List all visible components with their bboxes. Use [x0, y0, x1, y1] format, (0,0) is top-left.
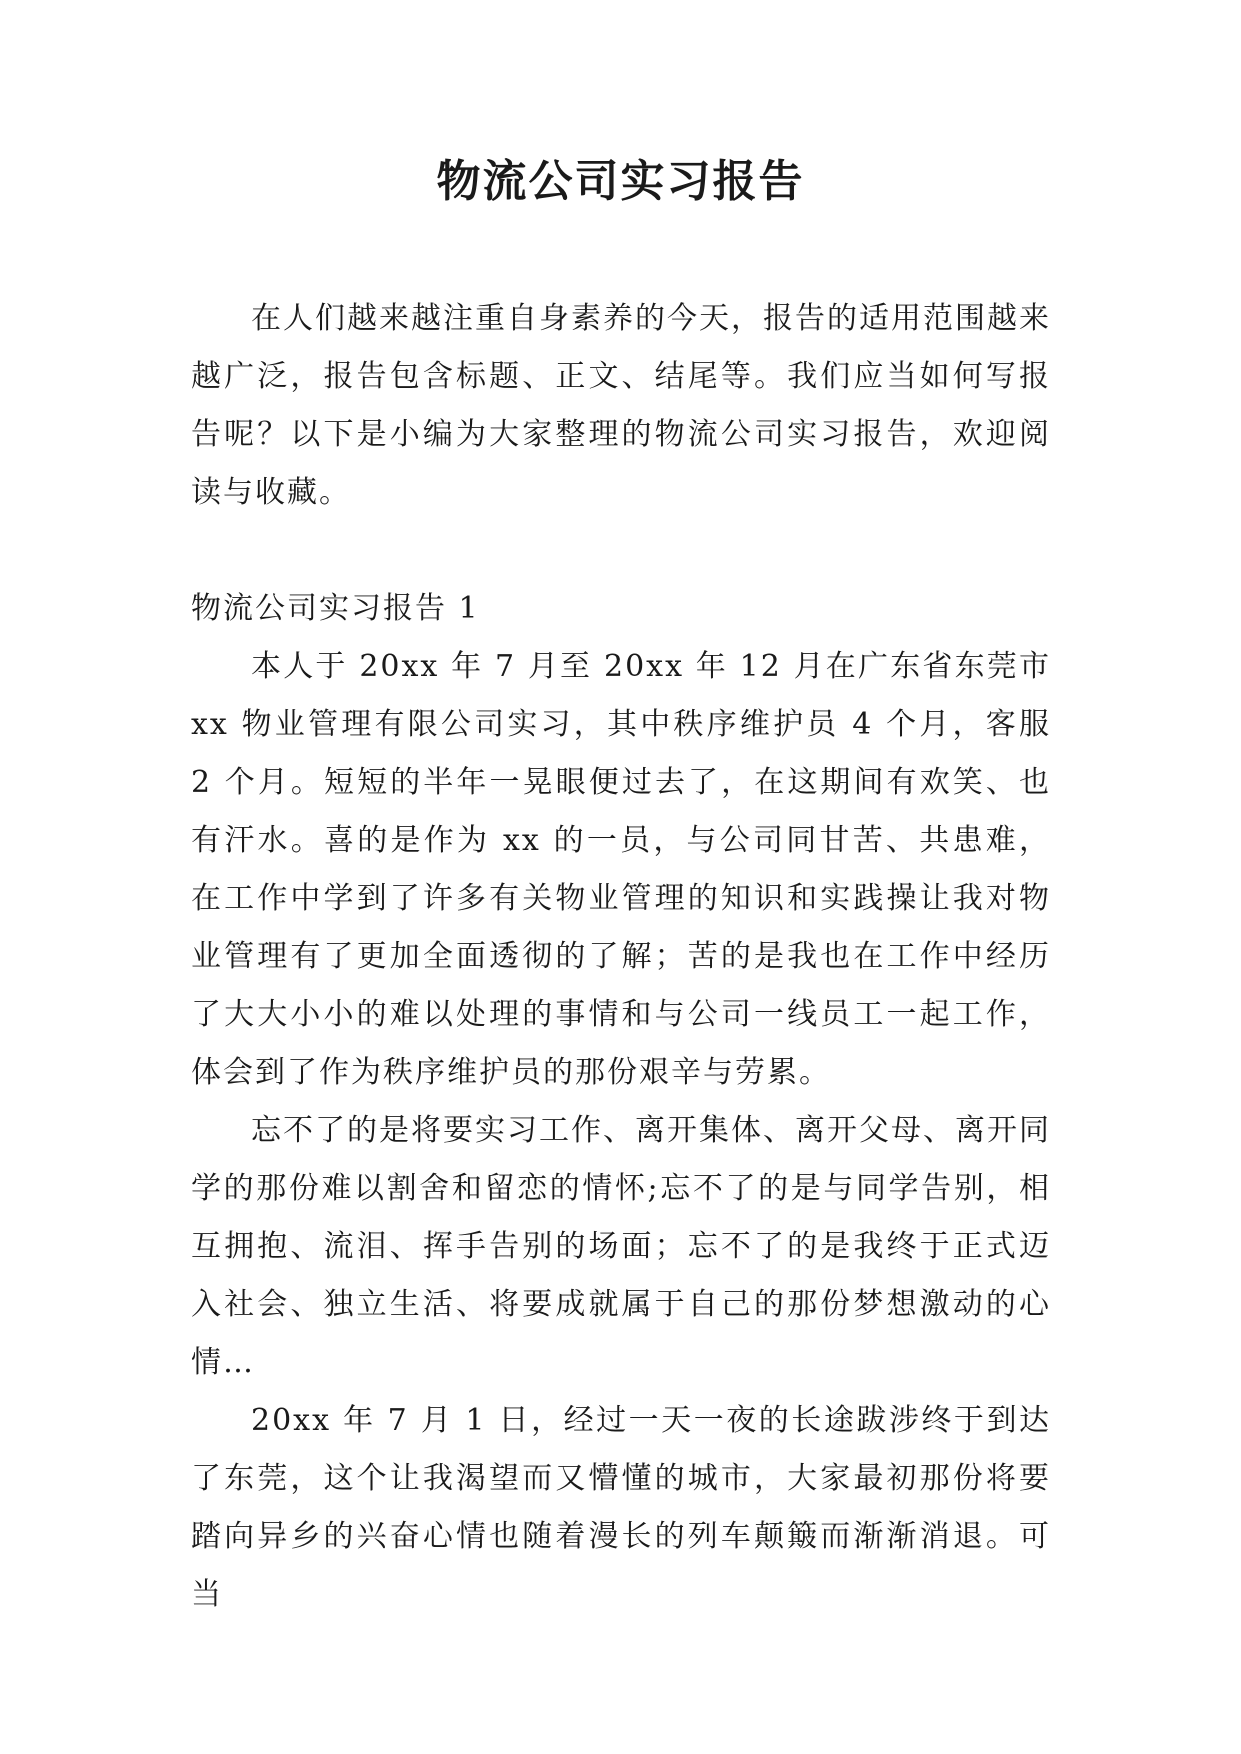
- document-title: 物流公司实习报告: [436, 156, 805, 207]
- body-paragraph: 忘不了的是将要实习工作、离开集体、离开父母、离开同学的那份难以割舍和留恋的情怀;忘不了的是与同学告别，相互拥抱、流泪、挥手告别的场面；忘不了的是我终于正式迈入社会、独立生活、将要成就属于自己的那份梦想激动的心情…: [191, 1113, 1051, 1380]
- intro-paragraph: 在人们越来越注重自身素养的今天，报告的适用范围越来越广泛，报告包含标题、正文、结尾等。我们应当如何写报告呢？以下是小编为大家整理的物流公司实习报告，欢迎阅读与收藏。: [191, 301, 1051, 510]
- body-paragraph: 本人于 20xx 年 7 月至 20xx 年 12 月在广东省东莞市 xx 物业管理有限公司实习，其中秩序维护员 4 个月，客服 2 个月。短短的半年一晃眼便过去了，在这期间有欢笑、也有汗水。喜的是作为 xx 的一员，与公司同甘苦、共患难，在工作中学到了许多有关物业管理的知识和实践操让我对物业管理有了更加全面透彻的了解；苦的是我也在工作中经历了大大小小的难以处理的事情和与公司一线员工一起工作，体会到了作为秩序维护员的那份艰辛与劳累。: [191, 649, 1051, 1090]
- document-body: [191, 290, 1051, 1624]
- section-heading: 物流公司实习报告 1: [191, 591, 480, 626]
- body-paragraph: 20xx 年 7 月 1 日，经过一天一夜的长途跋涉终于到达了东莞，这个让我渴望而又懵懂的城市，大家最初那份将要踏向异乡的兴奋心情也随着漫长的列车颠簸而渐渐消退。可当: [191, 1403, 1051, 1612]
